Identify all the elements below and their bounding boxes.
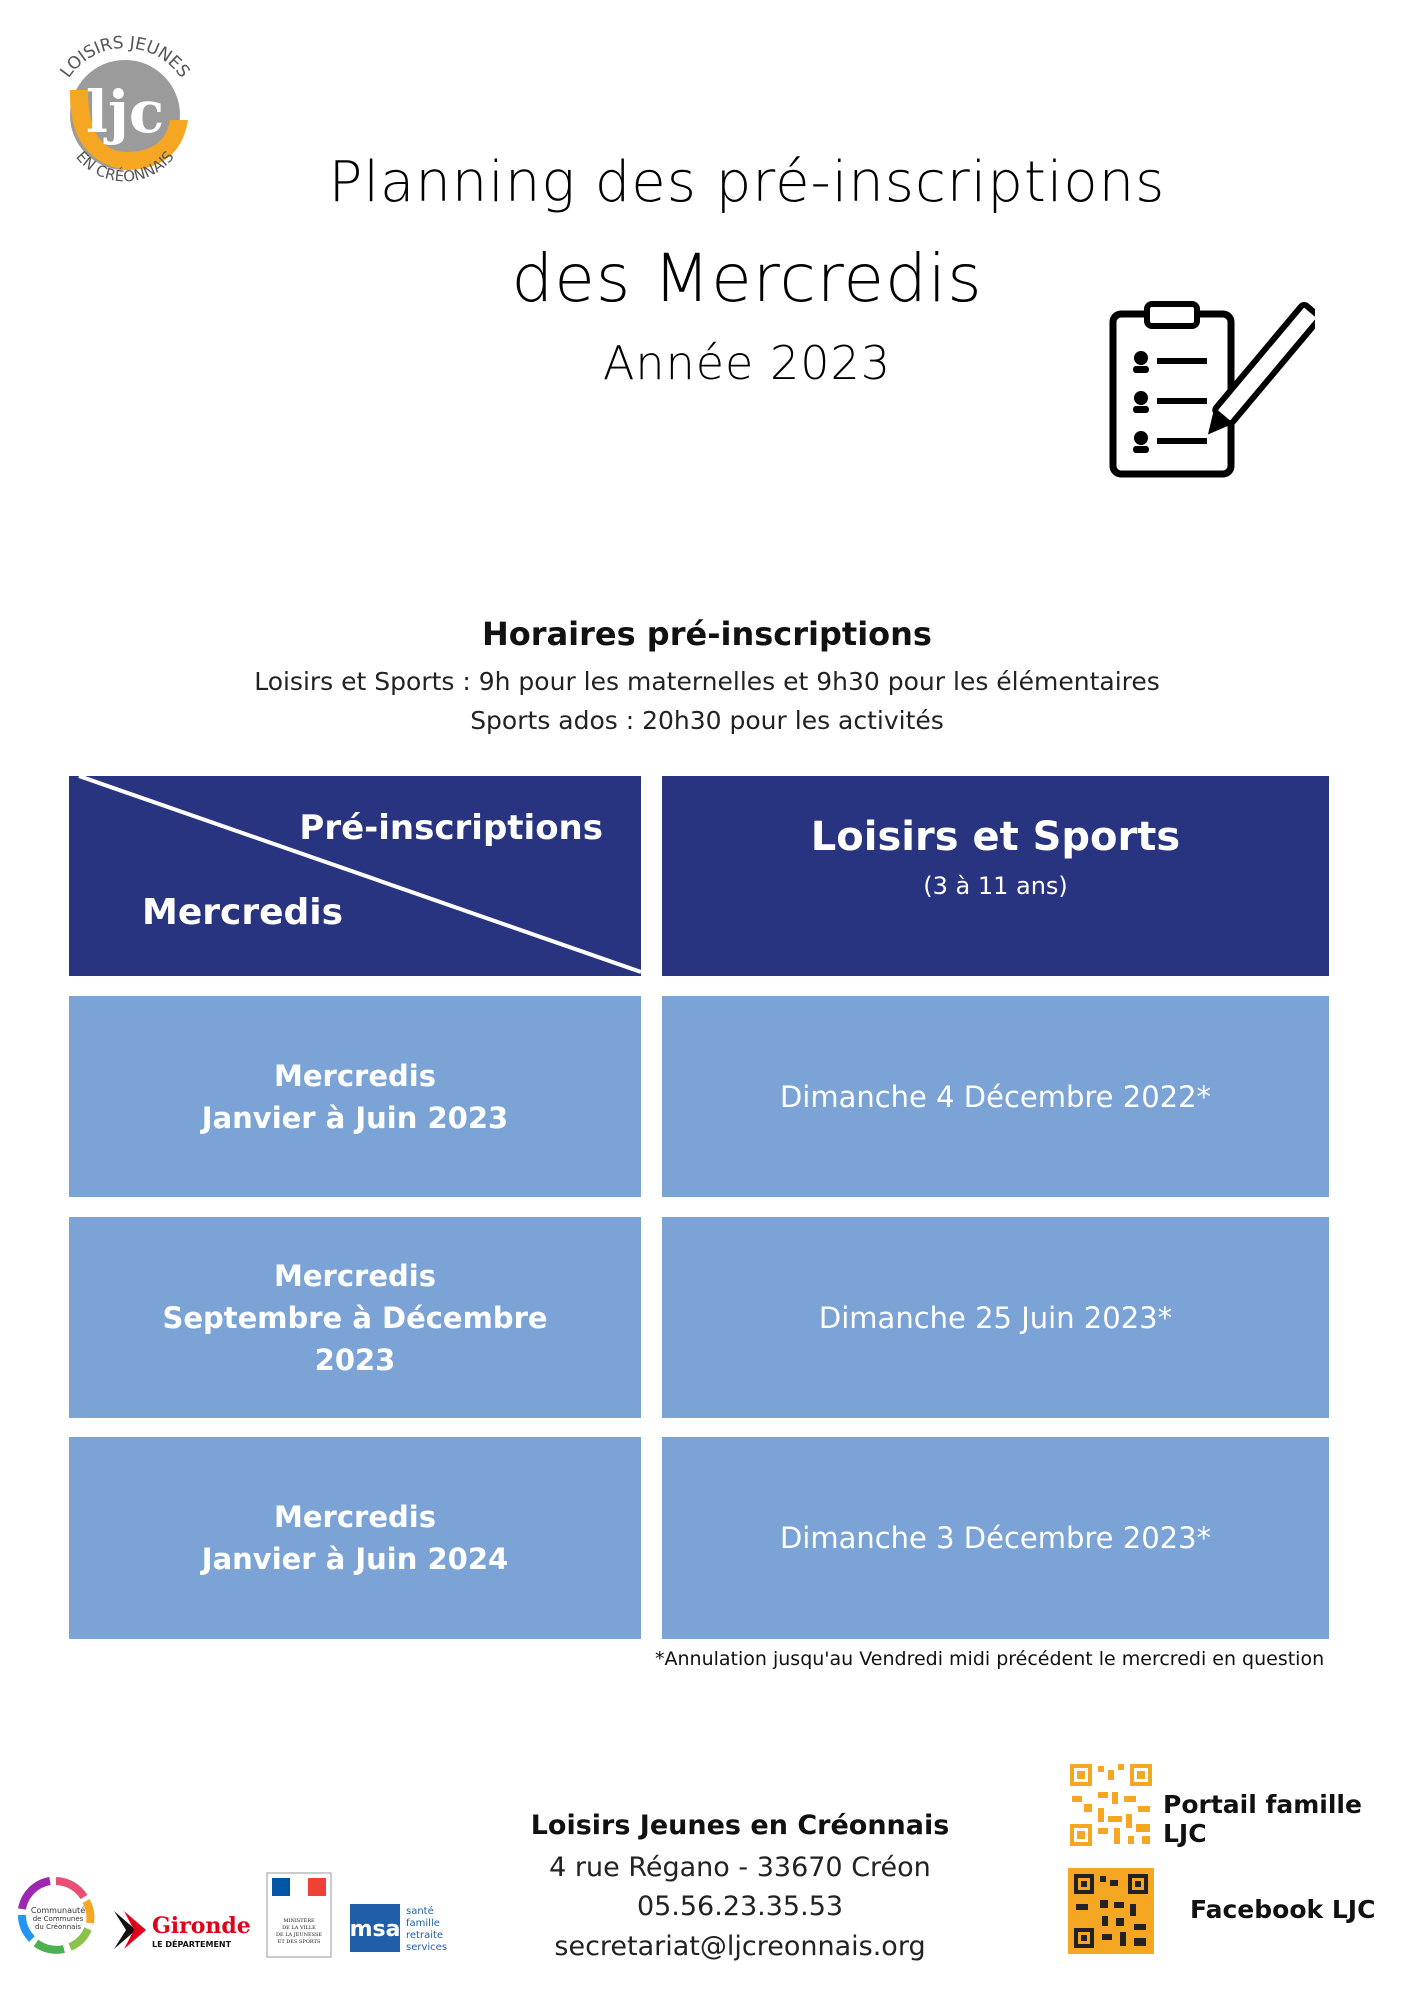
period-year: 2023 [314, 1342, 396, 1377]
title-line-3: Année 2023 [602, 336, 892, 390]
facebook-label[interactable]: Facebook LJC [1190, 1895, 1376, 1924]
org-phone[interactable]: 05.56.23.35.53 [636, 1891, 844, 1922]
title-line-2: des Mercredis [511, 240, 983, 317]
diagonal-line [69, 776, 641, 976]
period-label: Mercredis [274, 1058, 436, 1093]
logo-text-bottom: EN CRÉONNAIS [72, 147, 178, 186]
gironde-logo [112, 1905, 252, 1955]
svg-text:famille: famille [406, 1918, 440, 1929]
svg-text:LE DÉPARTEMENT: LE DÉPARTEMENT [152, 1940, 232, 1949]
svg-text:retraite: retraite [406, 1930, 444, 1941]
period-range: Janvier à Juin 2023 [201, 1100, 509, 1135]
table-row-period [69, 996, 641, 1197]
svg-text:ET DES SPORTS: ET DES SPORTS [277, 1939, 321, 1945]
logo-letters: ljc [85, 78, 165, 146]
period-label: Mercredis [274, 1258, 436, 1293]
hours-title: Horaires pré-inscriptions [482, 615, 932, 653]
svg-text:santé: santé [406, 1906, 434, 1917]
svg-text:MINISTÈRE: MINISTÈRE [283, 1918, 315, 1924]
svg-text:services: services [406, 1942, 448, 1953]
footnote: *Annulation jusqu'au Vendredi midi précédent le mercredi en question [655, 1648, 1325, 1670]
svg-text:DE LA VILLE: DE LA VILLE [282, 1925, 316, 1931]
header-age-range: (3 à 11 ans) [923, 872, 1068, 900]
registration-date: Dimanche 4 Décembre 2022* [779, 1079, 1212, 1114]
table-row-date [662, 1437, 1329, 1639]
header-mercredis: Mercredis [142, 892, 344, 933]
logo-text-top: LOISIRS JEUNES [56, 32, 194, 82]
table-row-period [69, 1217, 641, 1418]
table-row-date [662, 996, 1329, 1197]
org-email[interactable]: secretariat@ljcreonnais.org [554, 1931, 926, 1962]
ministry-logo [266, 1872, 332, 1958]
clipboard-checklist-icon [1105, 300, 1315, 485]
table-header-left [69, 776, 641, 976]
registration-date: Dimanche 3 Décembre 2023* [779, 1521, 1212, 1555]
portal-label[interactable]: Portail famille LJC [1163, 1790, 1362, 1848]
table-row-period [69, 1437, 641, 1639]
qr-code-portal[interactable] [1068, 1762, 1154, 1848]
header-loisirs-sports: Loisirs et Sports [810, 814, 1181, 860]
svg-text:Gironde: Gironde [152, 1913, 251, 1939]
svg-text:msa: msa [349, 1917, 401, 1942]
msa-logo [348, 1900, 466, 1956]
org-address: 4 rue Régano - 33670 Créon [549, 1852, 931, 1883]
period-range: Janvier à Juin 2024 [201, 1542, 509, 1576]
qr-code-facebook[interactable] [1068, 1868, 1154, 1954]
svg-text:du Créonnais: du Créonnais [34, 1923, 82, 1931]
cdc-creonnais-logo [16, 1875, 96, 1955]
hours-line-1: Loisirs et Sports : 9h pour les maternelles et 9h30 pour les élémentaires [254, 667, 1160, 696]
title-line-1: Planning des pré-inscriptions [328, 150, 1166, 215]
svg-text:DE LA JEUNESSE: DE LA JEUNESSE [275, 1932, 323, 1938]
registration-date: Dimanche 25 Juin 2023* [818, 1300, 1173, 1335]
header-pre-inscriptions: Pré-inscriptions [299, 808, 603, 848]
hours-line-2: Sports ados : 20h30 pour les activités [470, 706, 944, 735]
period-range: Septembre à Décembre [162, 1300, 548, 1335]
table-header-right [662, 776, 1329, 976]
svg-text:de Communes: de Communes [32, 1915, 84, 1923]
period-label: Mercredis [274, 1500, 436, 1534]
svg-text:Communauté: Communauté [30, 1906, 86, 1915]
table-row-date [662, 1217, 1329, 1418]
org-name: Loisirs Jeunes en Créonnais [530, 1810, 950, 1841]
